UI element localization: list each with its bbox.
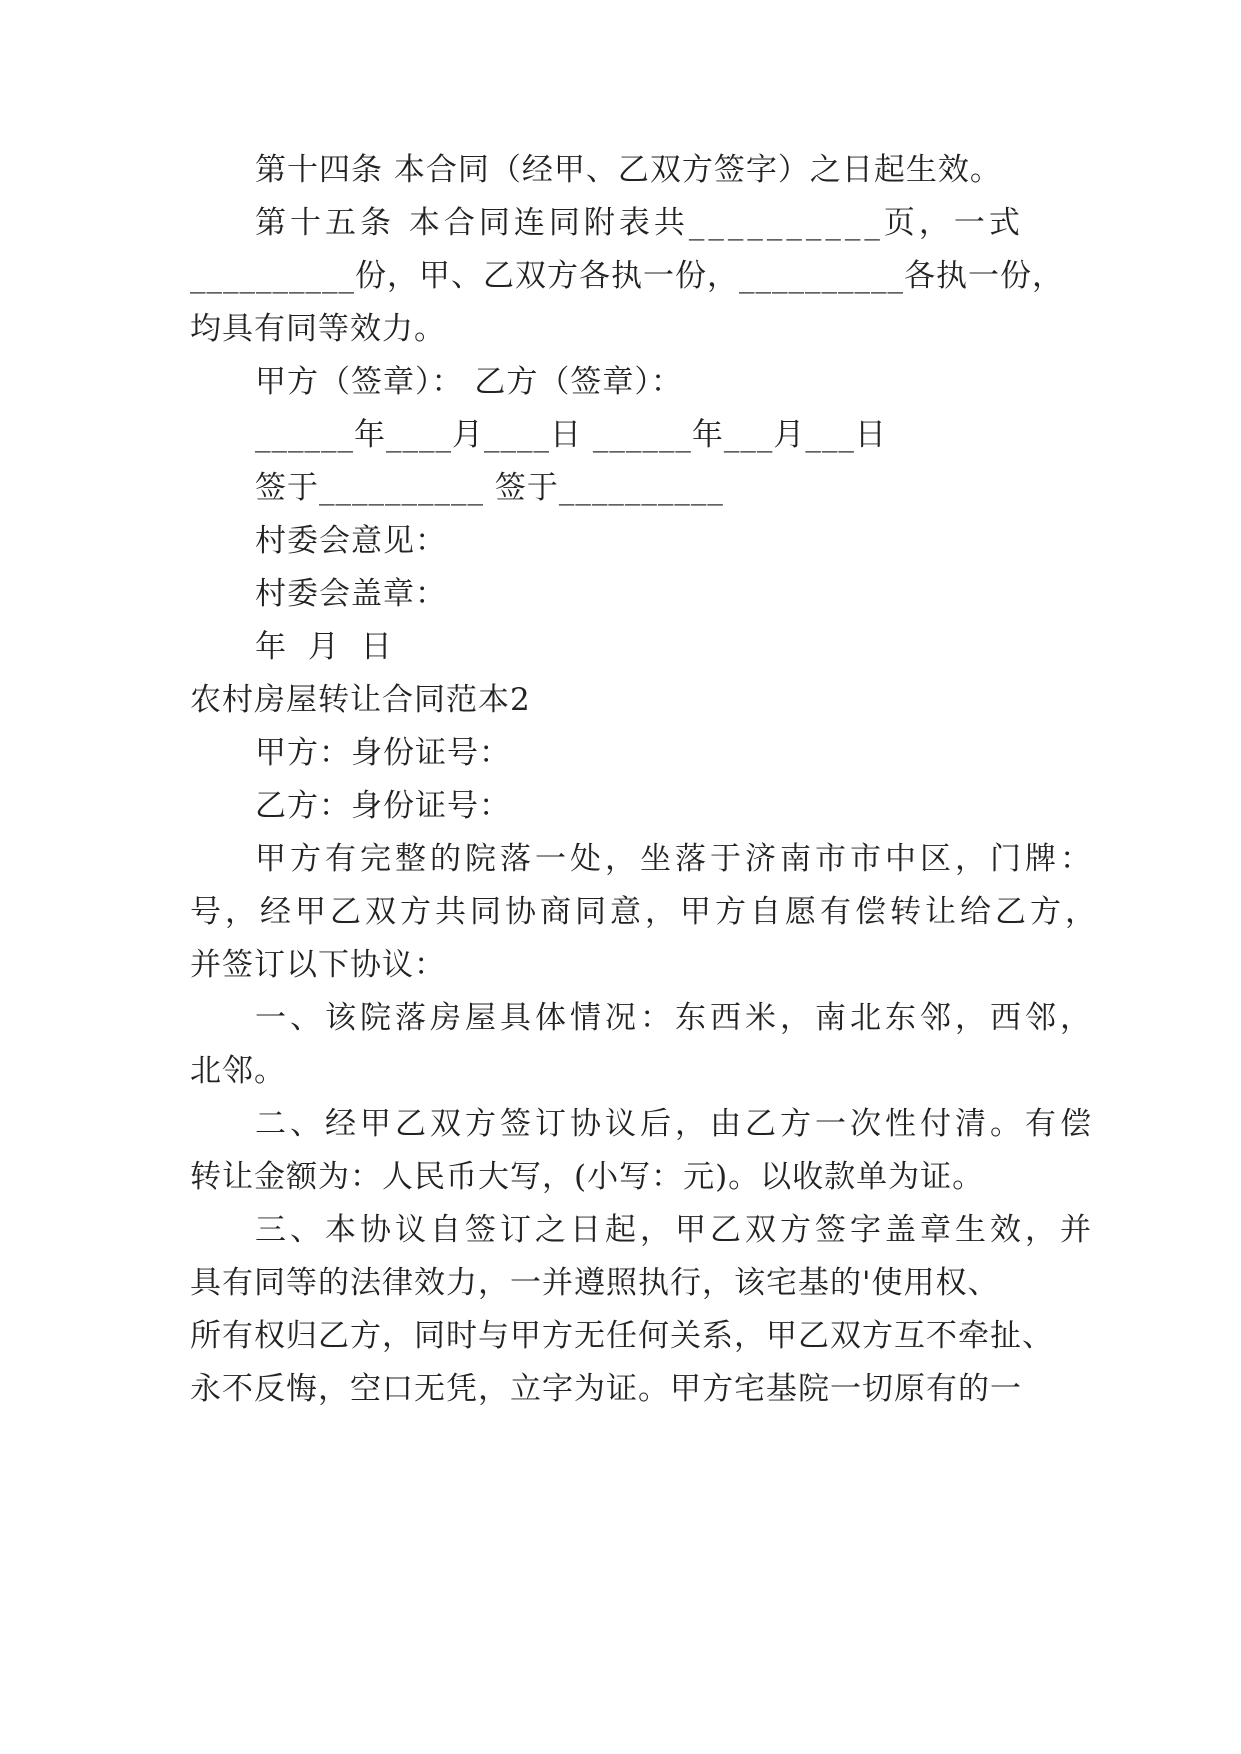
clause-2-line-1: 二、经甲乙双方签订协议后，由乙方一次性付清。有偿 — [255, 1106, 1095, 1142]
intro-line-2: 号，经甲乙双方共同协商同意，甲方自愿有偿转让给乙方， — [190, 894, 1100, 930]
clause-3-line-1: 三、本协议自签订之日起，甲乙双方签字盖章生效，并 — [255, 1212, 1095, 1248]
signed-at-line: 签于__________ 签于__________ — [255, 470, 724, 506]
village-date-line: 年 月 日 — [255, 629, 398, 665]
section-title: 农村房屋转让合同范本2 — [190, 682, 531, 718]
clause-1-line-2: 北邻。 — [190, 1053, 286, 1089]
article-15-line-3: 均具有同等效力。 — [190, 311, 446, 347]
village-opinion-line: 村委会意见： — [255, 523, 447, 559]
clause-1-line-1: 一、该院落房屋具体情况：东西米，南北东邻，西邻， — [255, 1000, 1095, 1036]
article-15-line-1: 第十五条 本合同连同附表共__________页，一式 — [255, 205, 1024, 241]
date-line: ______年____月____日 ______年___月___日 — [255, 417, 887, 453]
clause-3-line-3: 所有权归乙方，同时与甲方无任何关系，甲乙双方互不牵扯、 — [190, 1318, 1054, 1354]
intro-line-3: 并签订以下协议： — [190, 947, 446, 983]
clause-3-line-4: 永不反悔，空口无凭，立字为证。甲方宅基院一切原有的一 — [190, 1371, 1022, 1407]
article-15-line-2: __________份，甲、乙双方各执一份，__________各执一份， — [190, 258, 1064, 294]
signature-line: 甲方（签章）： 乙方（签章）： — [255, 364, 683, 400]
village-seal-line: 村委会盖章： — [255, 576, 447, 612]
intro-line-1: 甲方有完整的院落一处，坐落于济南市市中区，门牌： — [255, 841, 1095, 877]
clause-2-line-2: 转让金额为：人民币大写，(小写：元)。以收款单为证。 — [190, 1159, 985, 1195]
party-b-line: 乙方：身份证号： — [255, 788, 511, 824]
clause-3-line-2: 具有同等的法律效力，一并遵照执行，该宅基的'使用权、 — [190, 1265, 1000, 1301]
party-a-line: 甲方：身份证号： — [255, 735, 511, 771]
article-14-line: 第十四条 本合同（经甲、乙双方签字）之日起生效。 — [255, 152, 1002, 188]
